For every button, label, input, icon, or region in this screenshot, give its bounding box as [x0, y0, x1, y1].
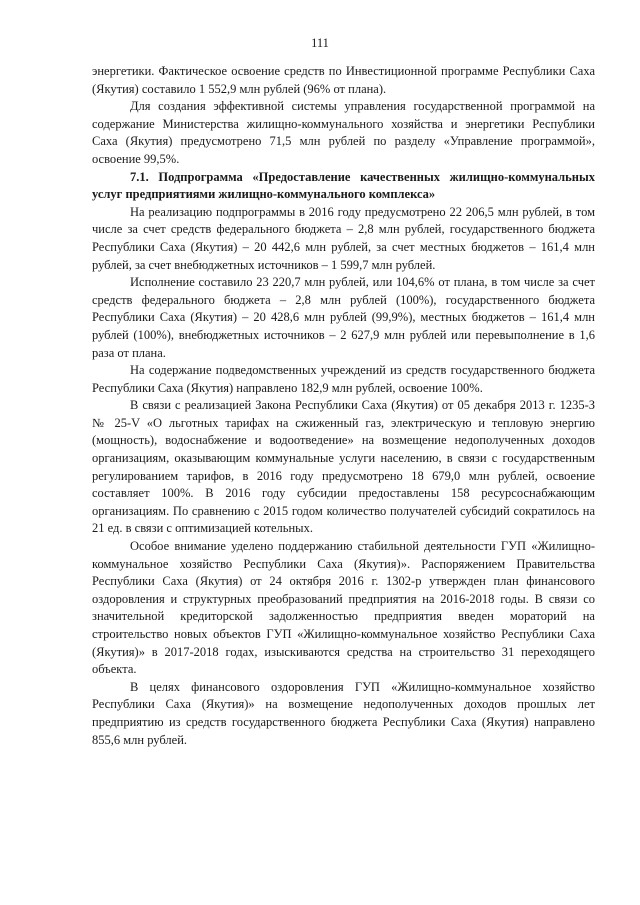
paragraph-subprogram-funding: На реализацию подпрограммы в 2016 году предусмотрено 22 206,5 млн рублей, в том числе за счет средств федерального бюджета – 2,8 млн рублей, государственного бюджета Республики Саха (Якутия) – 20 442,6 млн рублей, за счет местных бюджетов – 161,4 млн рублей, за счет внебюджетных источников – 1 599,7 млн рублей. — [92, 204, 595, 272]
document-body — [92, 63, 595, 749]
paragraph-subordinate-institutions: На содержание подведомственных учреждений из средств государственного бюджета Республики Саха (Якутия) направлено 182,9 млн рублей, освоение 100%. — [92, 363, 595, 395]
paragraph-continuation: энергетики. Фактическое освоение средств по Инвестиционной программе Республики Саха (Якутия) составило 1 552,9 млн рублей (96% от плана). — [92, 64, 595, 96]
page-number: 111 — [311, 36, 329, 50]
paragraph-execution: Исполнение составило 23 220,7 млн рублей, или 104,6% от плана, в том числе за счет средств федерального бюджета – 2,8 млн рублей (100%), государственного бюджета Республики Саха (Якутия) – 20 428,6 млн рублей (99,9%), местных бюджетов – 161,4 млн рублей (100%), внебюджетных источников – 2 627,9 млн рублей или перевыполнение в 1,6 раза от плана. — [92, 275, 595, 360]
paragraph-program-management: Для создания эффективной системы управления государственной программой на содержание Министерства жилищно-коммунального хозяйства и энергетики Республики Саха (Якутия) предусмотрено 71,5 млн рублей по разделу «Управление программой», освоение 99,5%. — [92, 99, 595, 166]
paragraph-tariffs-law: В связи с реализацией Закона Республики Саха (Якутия) от 05 декабря 2013 г. 1235-З № 25-V «О льготных тарифах на сжиженный газ, электрическую и тепловую энергию (мощность), водоснабжение и водоотведение» на возмещение недополученных доходов организациям, оказывающим коммунальные услуги населению, в связи с государственным регулированием тарифов, в 2016 году предусмотрено 18 679,0 млн рублей, освоение составляет 100%. В 2016 году субсидии предоставлены 158 ресурсоснабжающим организациям. По сравнению с 2015 годом количество получателей субсидий сократилось на 21 ед. в связи с оптимизацией котельных. — [92, 398, 595, 536]
section-heading: 7.1. Подпрограмма «Предоставление качественных жилищно-коммунальных услуг предприятиями жилищно-коммунального комплекса» — [92, 169, 595, 202]
paragraph-gup-support: Особое внимание уделено поддержанию стабильной деятельности ГУП «Жилищно-коммунальное хозяйство Республики Саха (Якутия)». Распоряжением Правительства Республики Саха (Якутия) от 24 октября 2016 г. 1302-р утвержден план финансового оздоровления и структурных преобразований предприятия на 2016-2018 годы. В связи со значительной кредиторской задолженностью предприятия введен мораторий на строительство новых объектов ГУП «Жилищно-коммунальное хозяйство Республики Саха (Якутия)» в 2017-2018 годах, изыскиваются средства на строительство 31 переходящего объекта. — [92, 539, 595, 677]
paragraph-financial-recovery: В целях финансового оздоровления ГУП «Жилищно-коммунальное хозяйство Республики Саха (Якутия)» на возмещение недополученных доходов прошлых лет предприятию из средств государственного бюджета Республики Саха (Якутия) направлено 855,6 млн рублей. — [92, 679, 595, 747]
